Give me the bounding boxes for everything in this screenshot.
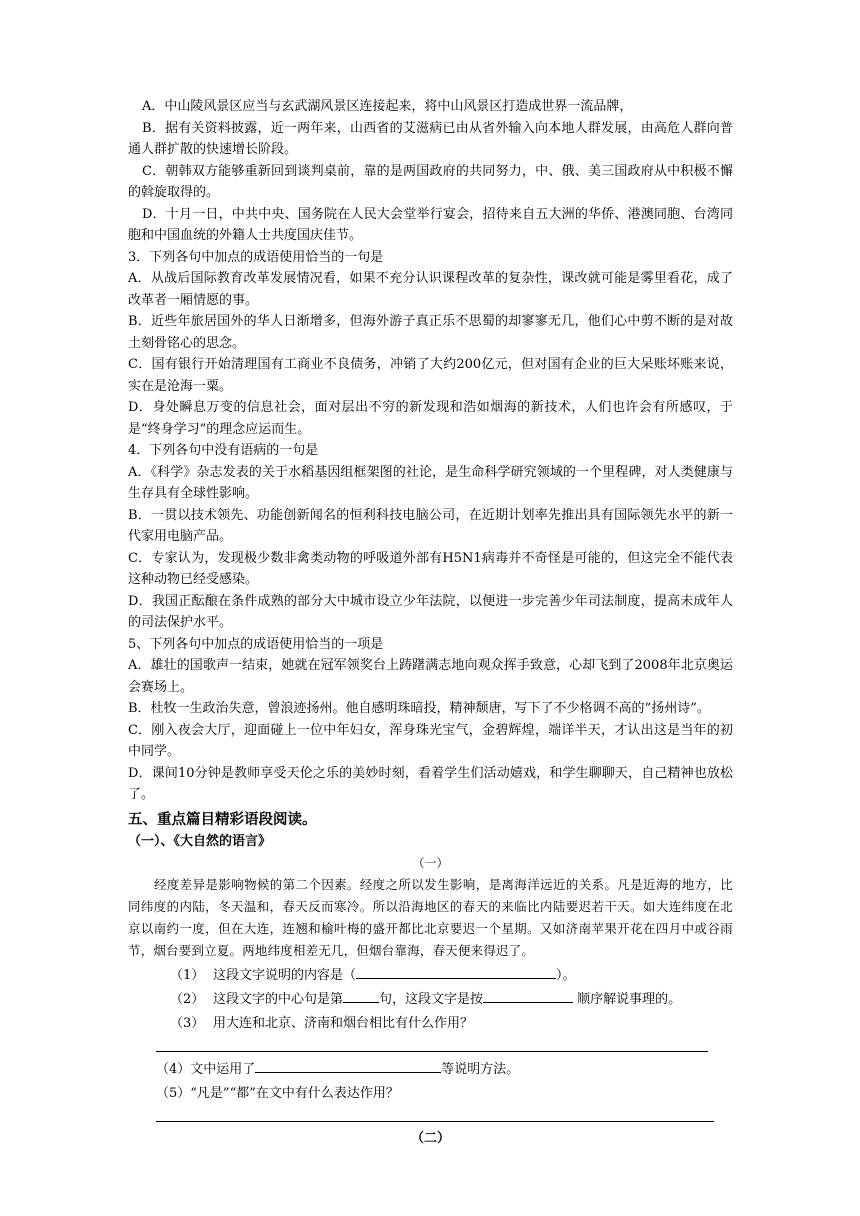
- q2-option-c: C．朝韩双方能够重新回到谈判桌前，靠的是两国政府的共同努力，中、俄、美三国政府从中积极不懈的斡旋取得的。: [128, 163, 733, 200]
- answer-line-3[interactable]: [156, 1050, 708, 1052]
- q5-option-a: A．雄壮的国歌声一结束，她就在冠军领奖台上踌躇满志地向观众挥手致意，心却飞到了2008年北京奥运会赛场上。: [128, 658, 733, 695]
- q5-title: 5、下列各句中加点的成语使用恰当的一项是: [128, 636, 384, 652]
- q4-option-c: C．专家认为，发现极少数非禽类动物的呼吸道外部有H5N1病毒并不奇怪是可能的，但这完全不能代表这种动物已经受感染。: [128, 550, 733, 587]
- subsection-1-heading: （一）、《大自然的语言》: [128, 834, 272, 849]
- question-1: [128, 964, 733, 988]
- q4-option-a: A．《科学》杂志发表的关于水稻基因组框架图的社论，是生命科学研究领域的一个里程碑，对人类健康与生存具有全球性影响。: [128, 464, 733, 501]
- q3-option-c: C．国有银行开始清理国有工商业不良债务，冲销了大约200亿元，但对国有企业的巨大呆账坏账来说，实在是沧海一粟。: [128, 357, 733, 394]
- question-1-end: ）。: [556, 968, 576, 983]
- section-5-heading: 五、重点篇目精彩语段阅读。: [128, 811, 317, 828]
- next-subsection-label: （二）: [410, 1131, 450, 1146]
- passage-label: （一）: [412, 855, 449, 870]
- question-2: [128, 988, 733, 1012]
- answer-blank-3[interactable]: [483, 988, 573, 1003]
- q3-option-d: D．身处瞬息万变的信息社会，面对层出不穷的新发现和浩如烟海的新技术，人们也许会有所感叹，于是“终身学习”的理念应运而生。: [128, 400, 733, 437]
- q5-option-b: B．杜牧一生政治失意，曾浪迹扬州。他自感明珠暗投，精神颓唐，写下了不少格调不高的“扬州诗”。: [128, 701, 710, 716]
- answer-line-5[interactable]: [156, 1120, 714, 1122]
- question-1-number: （1）: [170, 968, 205, 983]
- question-2-end: 顺序解说事理的。: [577, 992, 682, 1007]
- document-page: [128, 96, 733, 1150]
- question-4: [128, 1058, 733, 1082]
- question-3-number: （3）: [170, 1016, 205, 1031]
- question-2-text: 这段文字的中心句是第: [213, 992, 344, 1007]
- question-5: [128, 1082, 733, 1106]
- reading-passage: 经度差异是影响物候的第二个因素。经度之所以发生影响，是离海洋远近的关系。凡是近海的地方，比同纬度的内陆，冬天温和，春天反而寒冷。所以沿海地区的春天的来临比内陆要迟若干天。如大连纬度在北京以南约一度，但在大连，连翘和榆叶梅的盛开都比北京要迟一个星期。又如济南苹果开花在四月中或谷雨节，烟台要到立夏。两地纬度相差无几，但烟台靠海，春天便来得迟了。: [128, 877, 733, 958]
- question-4-end: 等说明方法。: [441, 1062, 520, 1077]
- question-3: [128, 1012, 733, 1036]
- question-2-number: （2）: [170, 992, 205, 1007]
- q2-option-d: D．十月一日，中共中央、国务院在人民大会堂举行宴会，招待来自五大洲的华侨、港澳同胞、台湾同胞和中国血统的外籍人士共度国庆佳节。: [128, 206, 733, 243]
- q2-option-b: B．据有关资料披露，近一两年来，山西省的艾滋病已由从省外输入向本地人群发展，由高危人群向普通人群扩散的快速增长阶段。: [128, 120, 733, 157]
- answer-blank-1[interactable]: [356, 964, 556, 979]
- question-4-text: （4）文中运用了: [156, 1062, 256, 1077]
- q5-option-c: C．刚入夜会大厅，迎面碰上一位中年妇女，浑身珠光宝气，金碧辉煌，端详半天，才认出这是当年的初中同学。: [128, 722, 733, 759]
- q5-option-d: D．课间10分钟是教师享受天伦之乐的美妙时刻，看着学生们活动嬉戏，和学生聊聊天，自己精神也放松了。: [128, 765, 733, 802]
- question-3-text: 用大连和北京、济南和烟台相比有什么作用？: [213, 1016, 474, 1031]
- question-2-mid: 句，这段文字是按: [379, 992, 484, 1007]
- q2-option-a: A．中山陵风景区应当与玄武湖风景区连接起来，将中山风景区打造成世界一流品牌，: [142, 99, 633, 114]
- q4-option-b: B．一贯以技术领先、功能创新闻名的恒利科技电脑公司，在近期计划率先推出具有国际领先水平的新一代家用电脑产品。: [128, 507, 733, 544]
- answer-blank-4[interactable]: [255, 1058, 441, 1073]
- q3-option-a: A．从战后国际教育改革发展情况看，如果不充分认识课程改革的复杂性，课改就可能是雾里看花，成了改革者一厢情愿的事。: [128, 271, 733, 308]
- q4-option-d: D．我国正酝酿在条件成熟的部分大中城市设立少年法院，以便进一步完善少年司法制度，提高未成年人的司法保护水平。: [128, 593, 733, 630]
- question-1-text: 这段文字说明的内容是（: [213, 968, 357, 983]
- q4-title: 4．下列各句中没有语病的一句是: [128, 443, 319, 458]
- q3-title: 3．下列各句中加点的成语使用恰当的一句是: [128, 249, 384, 265]
- answer-blank-2[interactable]: [343, 988, 379, 1003]
- question-5-text: （5）“凡是”“都”在文中有什么表达作用？: [156, 1086, 399, 1101]
- q3-option-b: B．近些年旅居国外的华人日渐增多，但海外游子真正乐不思蜀的却寥寥无几，他们心中剪不断的是对故土刻骨铭心的思念。: [128, 314, 733, 351]
